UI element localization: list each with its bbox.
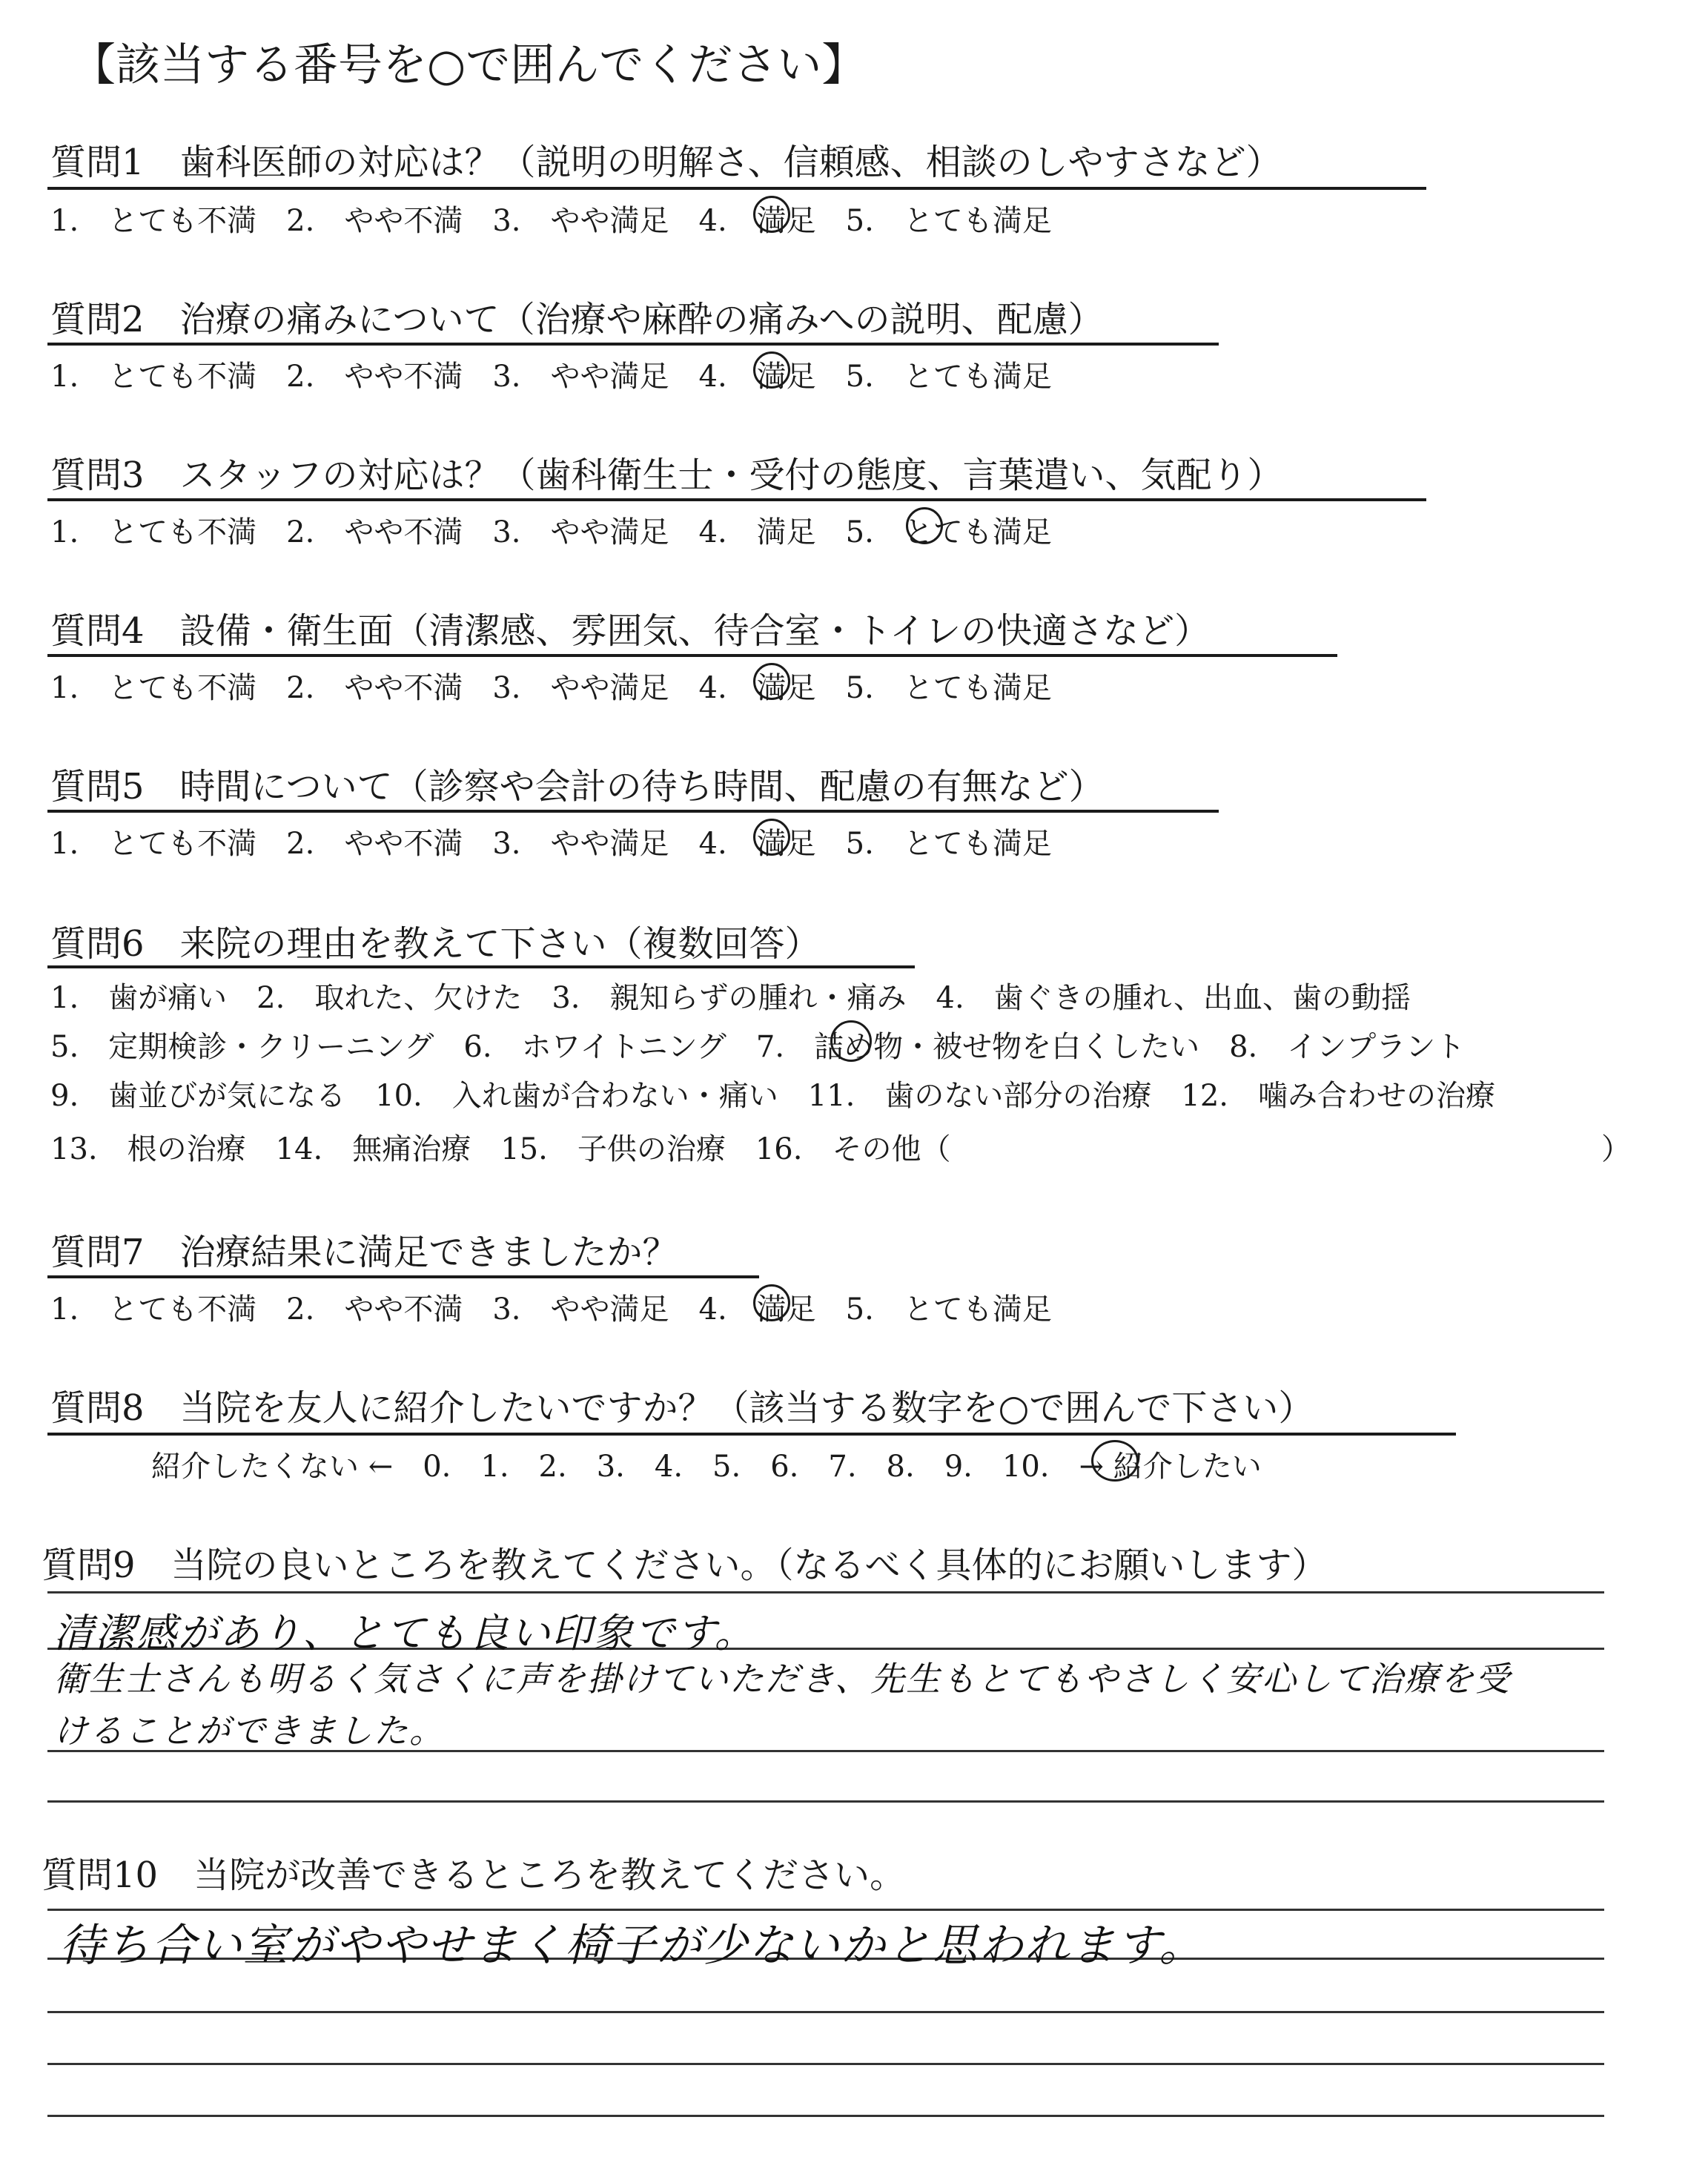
question-1-heading: 質問1 歯科医師の対応は？（説明の明解さ、信頼感、相談のしやすさなど） [50, 142, 1282, 183]
question-8-heading: 質問8 当院を友人に紹介したいですか？（該当する数字を○で囲んで下さい） [50, 1387, 1314, 1429]
question-4-options: 1. とても不満 2. やや不満 3. やや満足 4. 満足 5. とても満足 [50, 671, 1052, 705]
question-3-underline [47, 498, 1426, 501]
question-2-options: 1. とても不満 2. やや不満 3. やや満足 4. 満足 5. とても満足 [50, 360, 1052, 394]
answer-line [47, 1591, 1604, 1593]
question-8-underline [47, 1433, 1456, 1436]
question-6-options-line-4: 13. 根の治療 14. 無痛治療 15. 子供の治療 16. その他（ [50, 1132, 951, 1166]
question-2-underline [47, 343, 1219, 346]
question-1-selected-circle[interactable] [753, 196, 790, 233]
answer-line [47, 2115, 1604, 2117]
question-7-selected-circle[interactable] [753, 1284, 790, 1321]
question-8-scale: 紹介したくない ← 0. 1. 2. 3. 4. 5. 6. 7. 8. 9. 10. → 紹介したい [151, 1450, 1262, 1484]
question-5-heading: 質問5 時間について（診察や会計の待ち時間、配慮の有無など） [50, 766, 1105, 807]
question-6-heading: 質問6 来院の理由を教えて下さい（複数回答） [50, 923, 821, 965]
question-3-selected-circle[interactable] [906, 507, 943, 544]
question-10-heading: 質問10 当院が改善できるところを教えてください。 [42, 1855, 906, 1896]
question-10-answer-line-1: 待ち合い室がややせまく椅子が少ないかと思われます。 [59, 1920, 1205, 1972]
question-6-options-line-3: 9. 歯並びが気になる 10. 入れ歯が合わない・痛い 11. 歯のない部分の治療 12. 噛み合わせの治療 [50, 1079, 1496, 1113]
question-2-heading: 質問2 治療の痛みについて（治療や麻酔の痛みへの説明、配慮） [50, 299, 1104, 340]
question-9-heading: 質問9 当院の良いところを教えてください。（なるべく具体的にお願いします） [42, 1545, 1328, 1586]
answer-line [47, 1800, 1604, 1803]
question-1-options: 1. とても不満 2. やや不満 3. やや満足 4. 満足 5. とても満足 [50, 204, 1052, 238]
question-7-underline [47, 1275, 759, 1278]
question-4-heading: 質問4 設備・衛生面（清潔感、雰囲気、待合室・トイレの快適さなど） [50, 610, 1211, 652]
question-5-options: 1. とても不満 2. やや不満 3. やや満足 4. 満足 5. とても満足 [50, 827, 1052, 861]
question-7-heading: 質問7 治療結果に満足できましたか？ [50, 1232, 678, 1273]
question-6-selected-circle[interactable] [830, 1020, 872, 1062]
question-6-options-line-2: 5. 定期検診・クリーニング 6. ホワイトニング 7. 詰め物・被せ物を白くしたい 8. インプラント [50, 1030, 1466, 1064]
answer-line [47, 2011, 1604, 2013]
answer-line [47, 2063, 1604, 2065]
question-9-answer-line-2: 衛生士さんも明るく気さくに声を掛けていただき、先生もとてもやさしく安心して治療を受 [53, 1659, 1512, 1699]
question-5-underline [47, 810, 1219, 813]
question-1-underline [47, 187, 1426, 190]
question-6-other-close-paren: ） [1601, 1132, 1631, 1166]
page-title: 【該当する番号を○で囲んでください】 [71, 39, 867, 91]
question-4-selected-circle[interactable] [753, 663, 790, 700]
question-6-underline [47, 965, 915, 968]
question-6-options-line-1: 1. 歯が痛い 2. 取れた、欠けた 3. 親知らずの腫れ・痛み 4. 歯ぐきの腫れ、出血、歯の動揺 [50, 981, 1411, 1015]
question-9-answer-line-1: 清潔感があり、とても良い印象です。 [53, 1610, 756, 1657]
question-2-selected-circle[interactable] [753, 351, 790, 389]
question-4-underline [47, 654, 1337, 657]
question-8-selected-circle[interactable] [1091, 1440, 1139, 1482]
question-5-selected-circle[interactable] [753, 819, 790, 856]
question-7-options: 1. とても不満 2. やや不満 3. やや満足 4. 満足 5. とても満足 [50, 1292, 1052, 1327]
question-3-options: 1. とても不満 2. やや不満 3. やや満足 4. 満足 5. とても満足 [50, 515, 1052, 549]
question-9-answer-line-3: けることができました。 [53, 1711, 445, 1751]
question-3-heading: 質問3 スタッフの対応は？（歯科衛生士・受付の態度、言葉遣い、気配り） [50, 455, 1283, 496]
